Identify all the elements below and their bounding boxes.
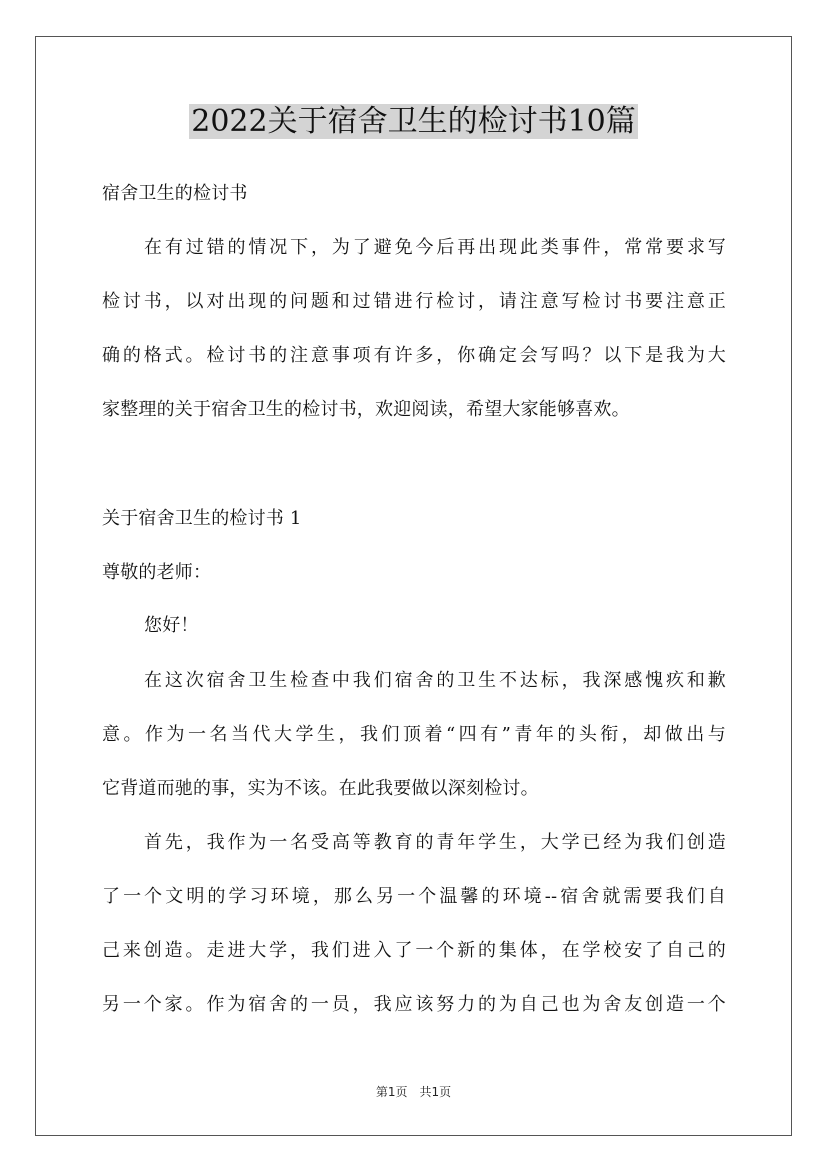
intro-line-2: 检讨书，以对出现的问题和过错进行检讨，请注意写检讨书要注意正: [102, 291, 726, 312]
paragraph2-line-3: 己来创造。走进大学，我们进入了一个新的集体，在学校安了自己的: [102, 940, 726, 961]
paragraph2-line-1: 首先，我作为一名受高等教育的青年学生，大学已经为我们创造: [144, 832, 726, 853]
paragraph1-line-1: 在这次宿舍卫生检查中我们宿舍的卫生不达标，我深感愧疚和歉: [144, 670, 726, 691]
section-heading: 关于宿舍卫生的检讨书 1: [102, 508, 302, 529]
paragraph1-line-2: 意。作为一名当代大学生，我们顶着“四有”青年的头衔，却做出与: [102, 724, 726, 745]
page-footer: [0, 1084, 827, 1100]
intro-line-4: 家整理的关于宿舍卫生的检讨书，欢迎阅读，希望大家能够喜欢。: [102, 399, 630, 420]
document-title-text: 2022关于宿舍卫生的检讨书10篇: [191, 104, 636, 139]
intro-line-3: 确的格式。检讨书的注意事项有许多，你确定会写吗？以下是我为大: [102, 345, 726, 366]
page-number-current: 第1页: [375, 1085, 408, 1099]
paragraph2-line-4: 另一个家。作为宿舍的一员，我应该努力的为自己也为舍友创造一个: [102, 994, 726, 1015]
salutation: 尊敬的老师：: [102, 562, 212, 583]
page-number-total: 共1页: [419, 1085, 452, 1099]
subtitle: 宿舍卫生的检讨书: [102, 183, 248, 204]
paragraph2-line-2: 了一个文明的学习环境，那么另一个温馨的环境--宿舍就需要我们自: [102, 886, 726, 907]
document-title: [0, 100, 827, 144]
paragraph1-line-3: 它背道而驰的事，实为不该。在此我要做以深刻检讨。: [102, 778, 539, 799]
intro-line-1: 在有过错的情况下，为了避免今后再出现此类事件，常常要求写: [144, 237, 726, 258]
greeting: 您好！: [144, 615, 199, 636]
